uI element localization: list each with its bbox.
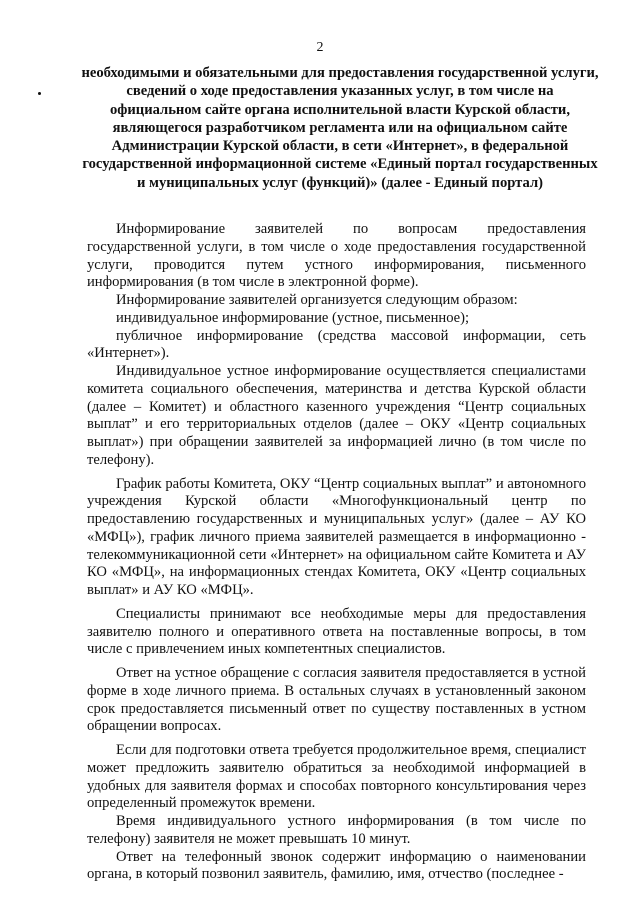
paragraph: Специалисты принимают все необходимые меры для предоставления заявителю полного и оперативного ответа на поставленные вопросы, в том числе с привлечением иных компетентных специалистов. — [87, 605, 586, 658]
paragraph: График работы Комитета, ОКУ “Центр социальных выплат” и автономного учреждения Курской области «Многофункциональный центр по предоставлению государственных и муниципальных услуг» (далее – АУ КО «МФЦ»), график личного приема заявителей размещается в информационно - телекоммуникационной сети «Интернет» на официальном сайте Комитета и АУ КО «МФЦ», на информационных стендах Комитета, ОКУ «Центр социальных выплат» и АУ КО «МФЦ». — [87, 475, 586, 598]
section-heading: необходимыми и обязательными для предоставления государственной услуги, сведений о ходе предоставления указанных услуг, в том числе на официальном сайте органа исполнительной власти Курской области, являющегося разработчиком регламента или на официальном сайте Администрации Курской области, в сети «Интернет», в федеральной государственной информационной системе «Единый портал государственных и муниципальных услуг (функций)» (далее - Единый портал) — [81, 65, 599, 191]
paragraph: Индивидуальное устное информирование осуществляется специалистами комитета социального обеспечения, материнства и детства Курской области (далее – Комитет) и областного казенного учреждения “Центр социальных выплат” и его территориальных отделов (далее – ОКУ «Центр социальных выплат») при обращении заявителей за информацией лично (в том числе по телефону). — [87, 363, 586, 468]
paragraph: Ответ на устное обращение с согласия заявителя предоставляется в устной форме в ходе личного приема. В остальных случаях в установленный законом срок предоставляется письменный ответ по существу поставленных в устном обращении вопросах. — [87, 665, 586, 735]
paragraph: Время индивидуального устного информирования (в том числе по телефону) заявителя не может превышать 10 минут. — [87, 813, 586, 847]
paragraph: публичное информирование (средства массовой информации, сеть «Интернет»). — [87, 327, 586, 362]
paragraph: Если для подготовки ответа требуется продолжительное время, специалист может предложить заявителю обратиться за необходимой информацией в удобных для заявителя формах и способах повторного консультирования через определенный промежуток времени. — [87, 742, 586, 812]
margin-mark — [38, 92, 41, 95]
paragraph: Информирование заявителей организуется следующим образом: — [116, 292, 518, 308]
document-body — [87, 221, 586, 884]
paragraph: Информирование заявителей по вопросам предоставления государственной услуги, в том числе о ходе предоставления государственной услуги, проводится путем устного информирования, письменного информирования (в том числе в электронной форме). — [87, 221, 586, 291]
paragraph: Ответ на телефонный звонок содержит информацию о наименовании органа, в который позвонил заявитель, фамилию, имя, отчество (последнее - — [87, 848, 586, 883]
paragraph: индивидуальное информирование (устное, письменное); — [116, 309, 470, 326]
page-number: 2 — [316, 40, 324, 55]
